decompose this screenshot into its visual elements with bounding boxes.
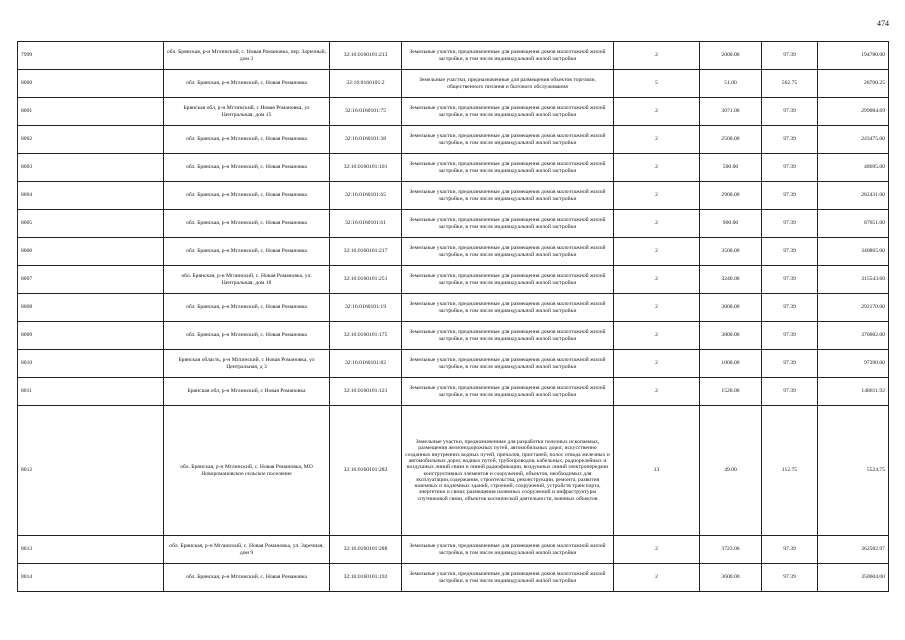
category-cell: 2 — [614, 42, 700, 70]
address-cell: обл. Брянская, р-н Мглинский, с. Новая Романовка — [164, 238, 330, 266]
table-row — [18, 406, 889, 536]
row-number: 8006 — [18, 238, 164, 266]
category-cell: 5 — [614, 70, 700, 98]
area-cell: 3723.00 — [700, 536, 762, 564]
land-use-cell: Земельные участки, предназначенные для разработки полезных ископаемых, размещения железнодорожных путей, автомобильных дорог, искусственно созданных внутренних водных путей, причалов, пристаней, полос отвода железных и автомобильных дорог, водных путей, трубопроводов, кабельных, радиорелейных и воздушных линий связи и линий радиофикации, воздушных линий электропередачи конструктивных элементов и сооружений, объектов, необходимых для эксплуатации,содержания, строительства, реконструкции, ремонта, развития наземных и подземных зданий, строений, сооружений, устройств транспорта, энергетики и связи; размещения наземных сооружений и инфраструктуры спутниковой связи, объектов космической деятельности, военных объектов — [402, 406, 614, 536]
row-number: 7999 — [18, 42, 164, 70]
row-number: 8002 — [18, 126, 164, 154]
land-use-cell: Земельные участки, предназначенные для размещения объектов торговли, общественного питания и бытового обслуживания — [402, 70, 614, 98]
land-use-cell: Земельные участки, предназначенные для размещения домов малоэтажной жилой застройки, в том числе индивидуальной жилой застройки — [402, 126, 614, 154]
area-cell: 500.00 — [700, 154, 762, 182]
specific-value-cell: 97.39 — [762, 322, 818, 350]
category-cell: 2 — [614, 126, 700, 154]
row-number: 8005 — [18, 210, 164, 238]
row-number: 8008 — [18, 294, 164, 322]
land-use-cell: Земельные участки, предназначенные для размещения домов малоэтажной жилой застройки, в том числе индивидуальной жилой застройки — [402, 322, 614, 350]
cadastral-value-cell: 148811.92 — [818, 378, 889, 406]
cadastral-value-cell: 340865.00 — [818, 238, 889, 266]
land-use-cell: Земельные участки, предназначенные для размещения домов малоэтажной жилой застройки, в том числе индивидуальной жилой застройки — [402, 294, 614, 322]
table-row — [18, 70, 889, 98]
cadastral-value-cell: 299084.69 — [818, 98, 889, 126]
cadastral-number-cell: 32:16:0160101:2 — [330, 70, 402, 98]
specific-value-cell: 97.39 — [762, 126, 818, 154]
category-cell: 2 — [614, 266, 700, 294]
row-number: 8000 — [18, 70, 164, 98]
cadastral-value-cell: 28700.25 — [818, 70, 889, 98]
address-cell: обл. Брянская, р-н Мглинский, с. Новая Романовка, МО Новоромановское сельское поселение — [164, 406, 330, 536]
cadastral-number-cell: 32:16:0160101:101 — [330, 154, 402, 182]
address-cell: обл. Брянская, р-н Мглинский, с. Новая Романовка — [164, 210, 330, 238]
table-row — [18, 98, 889, 126]
specific-value-cell: 97.39 — [762, 154, 818, 182]
land-use-cell: Земельные участки, предназначенные для размещения домов малоэтажной жилой застройки, в том числе индивидуальной жилой застройки — [402, 266, 614, 294]
cadastral-number-cell: 32:16:0160101:82 — [330, 350, 402, 378]
area-cell: 2000.00 — [700, 42, 762, 70]
specific-value-cell: 97.39 — [762, 182, 818, 210]
table-row — [18, 266, 889, 294]
row-number: 8013 — [18, 536, 164, 564]
cadastral-value-cell: 282431.00 — [818, 182, 889, 210]
cadastral-number-cell: 32:16:0160101:175 — [330, 322, 402, 350]
specific-value-cell: 97.39 — [762, 294, 818, 322]
land-use-cell: Земельные участки, предназначенные для размещения домов малоэтажной жилой застройки, в том числе индивидуальной жилой застройки — [402, 238, 614, 266]
land-use-cell: Земельные участки, предназначенные для размещения домов малоэтажной жилой застройки, в том числе индивидуальной жилой застройки — [402, 378, 614, 406]
table-row — [18, 564, 889, 592]
address-cell: обл. Брянская, р-н Мглинский, с. Новая Романовка — [164, 182, 330, 210]
cadastral-number-cell: 32:16:0160101:65 — [330, 182, 402, 210]
table-row — [18, 350, 889, 378]
specific-value-cell: 97.39 — [762, 536, 818, 564]
land-use-cell: Земельные участки, предназначенные для размещения домов малоэтажной жилой застройки, в том числе индивидуальной жилой застройки — [402, 350, 614, 378]
cadastral-value-cell: 370082.00 — [818, 322, 889, 350]
table-row — [18, 322, 889, 350]
land-use-cell: Земельные участки, предназначенные для размещения домов малоэтажной жилой застройки, в том числе индивидуальной жилой застройки — [402, 536, 614, 564]
category-cell: 2 — [614, 536, 700, 564]
cadastral-value-cell: 194780.00 — [818, 42, 889, 70]
table-row — [18, 210, 889, 238]
area-cell: 3500.00 — [700, 238, 762, 266]
cadastral-value-cell: 362582.97 — [818, 536, 889, 564]
row-number: 8001 — [18, 98, 164, 126]
cadastral-value-cell: 292170.00 — [818, 294, 889, 322]
table-row — [18, 294, 889, 322]
area-cell: 51.00 — [700, 70, 762, 98]
cadastral-number-cell: 32:16:0160101:19 — [330, 294, 402, 322]
area-cell: 3071.00 — [700, 98, 762, 126]
cadastral-value-cell: 243475.00 — [818, 126, 889, 154]
cadastral-number-cell: 32:16:0160101:38 — [330, 126, 402, 154]
address-cell: обл. Брянская, р-н Мглинский, с. Новая Романовка — [164, 70, 330, 98]
specific-value-cell: 97.39 — [762, 266, 818, 294]
table-row — [18, 182, 889, 210]
table-row — [18, 238, 889, 266]
category-cell: 2 — [614, 98, 700, 126]
land-use-cell: Земельные участки, предназначенные для размещения домов малоэтажной жилой застройки, в том числе индивидуальной жилой застройки — [402, 564, 614, 592]
area-cell: 3800.00 — [700, 322, 762, 350]
land-use-cell: Земельные участки, предназначенные для размещения домов малоэтажной жилой застройки, в том числе индивидуальной жилой застройки — [402, 98, 614, 126]
category-cell: 2 — [614, 210, 700, 238]
cadastral-number-cell: 32:16:0160101:288 — [330, 536, 402, 564]
table-row — [18, 42, 889, 70]
row-number: 8010 — [18, 350, 164, 378]
category-cell: 2 — [614, 238, 700, 266]
specific-value-cell: 97.39 — [762, 378, 818, 406]
table-row — [18, 378, 889, 406]
category-cell: 2 — [614, 182, 700, 210]
area-cell: 2900.00 — [700, 182, 762, 210]
cadastral-value-cell: 315543.60 — [818, 266, 889, 294]
cadastral-number-cell: 32:16:0160101:217 — [330, 238, 402, 266]
area-cell: 2500.00 — [700, 126, 762, 154]
row-number: 8004 — [18, 182, 164, 210]
row-number: 8012 — [18, 406, 164, 536]
specific-value-cell: 562.75 — [762, 70, 818, 98]
address-cell: обл. Брянская, р-н Мглинский, с. Новая Романовка — [164, 154, 330, 182]
area-cell: 1000.00 — [700, 350, 762, 378]
specific-value-cell: 97.39 — [762, 350, 818, 378]
address-cell: обл. Брянская, р-н Мглинский, с. Новая Романовка, пер. Заречный, дом 3 — [164, 42, 330, 70]
cadastral-value-cell: 350604.00 — [818, 564, 889, 592]
area-cell: 3240.00 — [700, 266, 762, 294]
table-row — [18, 126, 889, 154]
specific-value-cell: 97.39 — [762, 42, 818, 70]
address-cell: Брянская обл, р-н Мглинский, с Новая Романовка — [164, 378, 330, 406]
specific-value-cell: 97.39 — [762, 238, 818, 266]
category-cell: 2 — [614, 564, 700, 592]
address-cell: Брянская область, р-н Мглинский, с Новая Романовка, ул Центральная, д 3 — [164, 350, 330, 378]
address-cell: Брянская обл, р-н Мглинский, с Новая Романовка, ул Центральная, дом 15 — [164, 98, 330, 126]
address-cell: обл. Брянская, р-н Мглинский, с. Новая Романовка — [164, 564, 330, 592]
area-cell: 900.00 — [700, 210, 762, 238]
page-number: 474 — [877, 19, 889, 28]
category-cell: 2 — [614, 154, 700, 182]
cadastral-number-cell: 32:16:0160101:251 — [330, 266, 402, 294]
area-cell: 49.00 — [700, 406, 762, 536]
cadastral-number-cell: 32:16:0160101:192 — [330, 564, 402, 592]
cadastral-number-cell: 32:16:0160101:75 — [330, 98, 402, 126]
address-cell: обл. Брянская, р-н Мглинский, с. Новая Романовка, ул. Центральная, дом 18 — [164, 266, 330, 294]
specific-value-cell: 112.75 — [762, 406, 818, 536]
category-cell: 13 — [614, 406, 700, 536]
specific-value-cell: 97.39 — [762, 564, 818, 592]
cadastral-value-table — [17, 41, 889, 592]
cadastral-value-cell: 87651.00 — [818, 210, 889, 238]
cadastral-number-cell: 32:16:0160101:121 — [330, 378, 402, 406]
category-cell: 2 — [614, 350, 700, 378]
table-row — [18, 536, 889, 564]
address-cell: обл. Брянская, р-н Мглинский, с. Новая Романовка — [164, 322, 330, 350]
land-use-cell: Земельные участки, предназначенные для размещения домов малоэтажной жилой застройки, в том числе индивидуальной жилой застройки — [402, 210, 614, 238]
cadastral-value-cell: 97390.00 — [818, 350, 889, 378]
row-number: 8014 — [18, 564, 164, 592]
row-number: 8011 — [18, 378, 164, 406]
table-body — [18, 42, 889, 592]
specific-value-cell: 97.39 — [762, 210, 818, 238]
cadastral-number-cell: 32:16:0160101:61 — [330, 210, 402, 238]
category-cell: 2 — [614, 322, 700, 350]
land-use-cell: Земельные участки, предназначенные для размещения домов малоэтажной жилой застройки, в том числе индивидуальной жилой застройки — [402, 182, 614, 210]
area-cell: 1528.00 — [700, 378, 762, 406]
category-cell: 2 — [614, 294, 700, 322]
land-use-cell: Земельные участки, предназначенные для размещения домов малоэтажной жилой застройки, в том числе индивидуальной жилой застройки — [402, 154, 614, 182]
area-cell: 3600.00 — [700, 564, 762, 592]
row-number: 8003 — [18, 154, 164, 182]
cadastral-value-cell: 48695.00 — [818, 154, 889, 182]
cadastral-number-cell: 32:16:0160101:282 — [330, 406, 402, 536]
address-cell: обл. Брянская, р-н Мглинский, с. Новая Романовка, ул. Заречная, дом 9 — [164, 536, 330, 564]
row-number: 8007 — [18, 266, 164, 294]
row-number: 8009 — [18, 322, 164, 350]
specific-value-cell: 97.39 — [762, 98, 818, 126]
area-cell: 3000.00 — [700, 294, 762, 322]
cadastral-value-cell: 5524.75 — [818, 406, 889, 536]
table-row — [18, 154, 889, 182]
cadastral-number-cell: 32:16:0160101:213 — [330, 42, 402, 70]
address-cell: обл. Брянская, р-н Мглинский, с. Новая Романовка — [164, 126, 330, 154]
land-use-cell: Земельные участки, предназначенные для размещения домов малоэтажной жилой застройки, в том числе индивидуальной жилой застройки — [402, 42, 614, 70]
category-cell: 2 — [614, 378, 700, 406]
address-cell: обл. Брянская, р-н Мглинский, с. Новая Романовка — [164, 294, 330, 322]
